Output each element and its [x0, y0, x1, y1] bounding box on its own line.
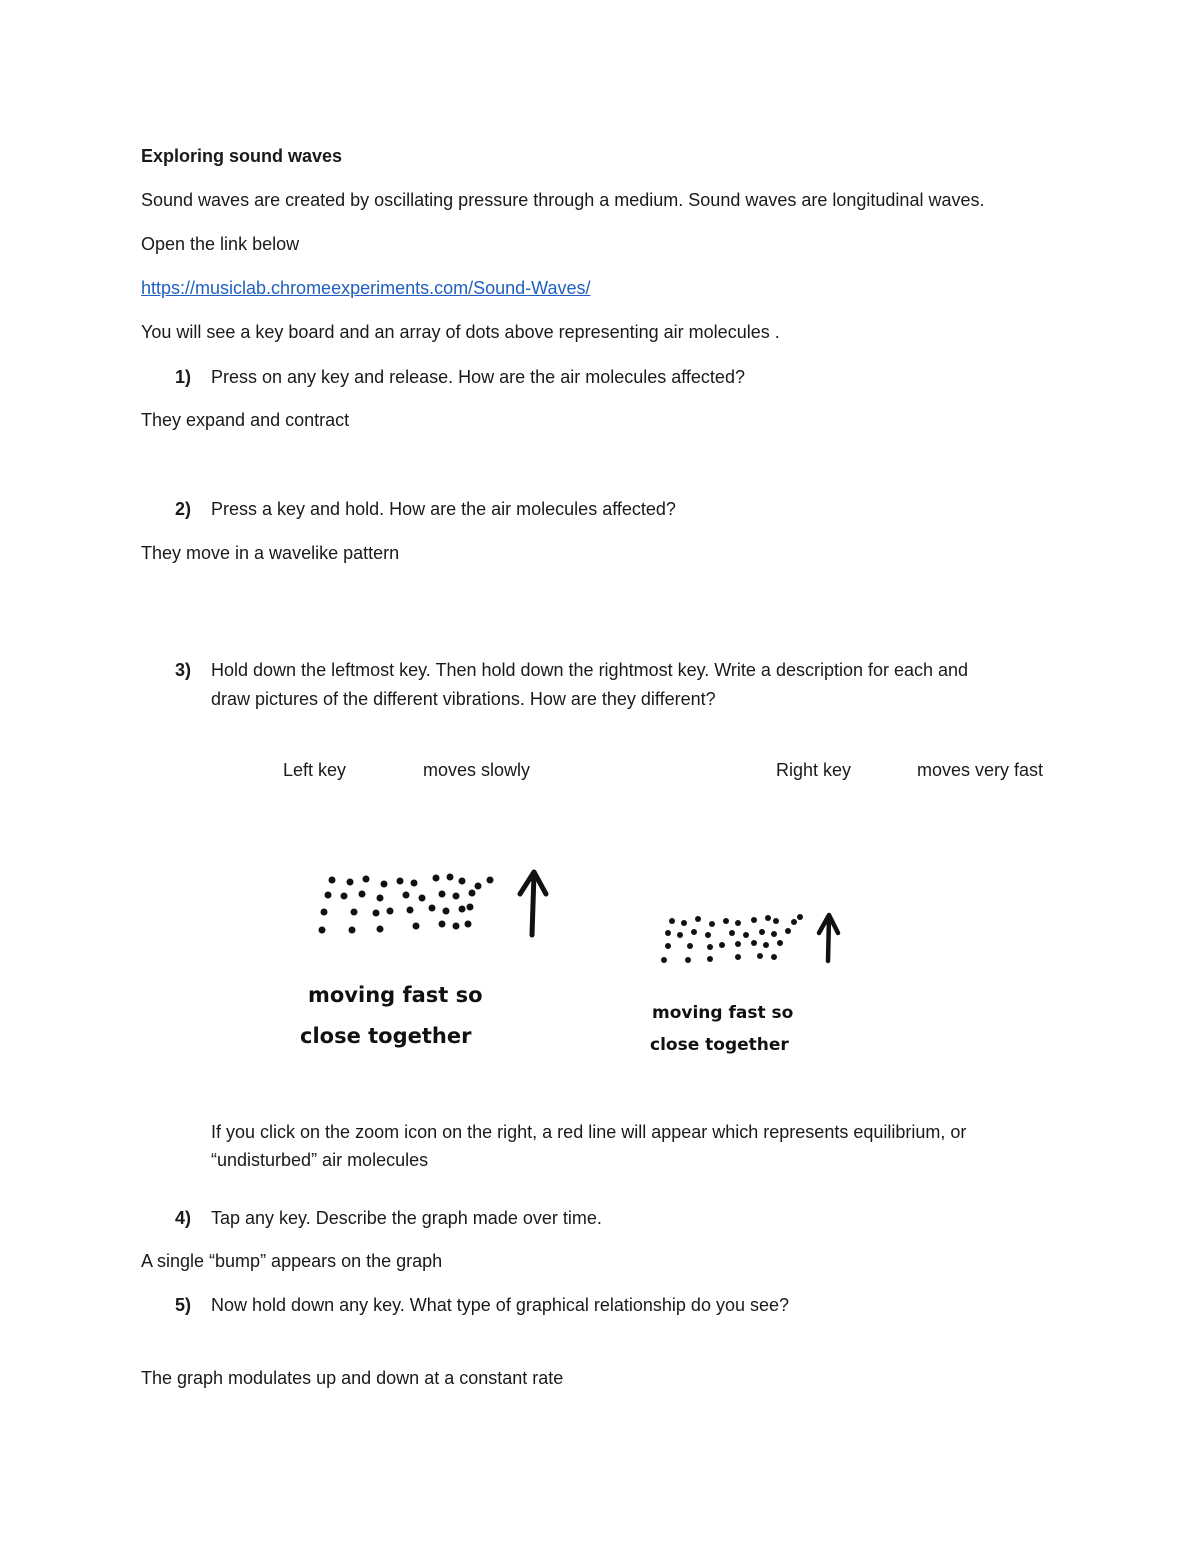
- left-caption-line1: moving fast so: [308, 983, 483, 1007]
- right-key-description: moves very fast: [917, 760, 1044, 780]
- question-3-text-line2: draw pictures of the different vibrations. How are they different?: [211, 689, 716, 709]
- open-link-label: Open the link below: [141, 234, 300, 254]
- keyboard-note: You will see a key board and an array of dots above representing air molecules .: [141, 322, 780, 342]
- left-key-drawing: [300, 860, 570, 1070]
- right-key-label: Right key: [776, 760, 852, 780]
- right-key-drawing: [650, 905, 870, 1075]
- question-4-number: 4): [175, 1208, 192, 1228]
- zoom-note-line2: “undisturbed” air molecules: [211, 1150, 429, 1170]
- intro-text: Sound waves are created by oscillating pressure through a medium. Sound waves are longitudinal waves.: [141, 190, 985, 210]
- question-1-text: Press on any key and release. How are the air molecules affected?: [211, 367, 745, 387]
- left-caption-line2: close together: [300, 1024, 472, 1048]
- question-4-text: Tap any key. Describe the graph made over time.: [211, 1208, 602, 1228]
- question-1-number: 1): [175, 367, 192, 387]
- sound-waves-link[interactable]: https://musiclab.chromeexperiments.com/Sound-Waves/: [141, 278, 591, 298]
- answer-1: They expand and contract: [141, 410, 350, 430]
- left-arrow-icon: [520, 872, 546, 935]
- question-5-text: Now hold down any key. What type of graphical relationship do you see?: [211, 1295, 790, 1315]
- right-caption-line2: close together: [650, 1035, 789, 1055]
- left-key-label: Left key: [283, 760, 347, 780]
- question-5-number: 5): [175, 1295, 192, 1315]
- page-title: Exploring sound waves: [141, 146, 343, 166]
- left-key-description: moves slowly: [423, 760, 531, 780]
- question-2-text: Press a key and hold. How are the air molecules affected?: [211, 499, 676, 519]
- question-3-number: 3): [175, 660, 192, 680]
- right-dot-array: [661, 914, 803, 963]
- right-caption-line1: moving fast so: [652, 1003, 794, 1023]
- right-arrow-icon: [819, 915, 838, 961]
- question-3-text-line1: Hold down the leftmost key. Then hold down the rightmost key. Write a description for each and: [211, 660, 969, 680]
- sound-waves-link-row: [141, 277, 591, 299]
- question-2-number: 2): [175, 499, 192, 519]
- left-dot-array: [319, 874, 494, 934]
- answer-5: The graph modulates up and down at a constant rate: [141, 1368, 564, 1388]
- answer-4: A single “bump” appears on the graph: [141, 1251, 443, 1271]
- zoom-note-line1: If you click on the zoom icon on the right, a red line will appear which represents equilibrium, or: [211, 1122, 967, 1142]
- answer-2: They move in a wavelike pattern: [141, 543, 400, 563]
